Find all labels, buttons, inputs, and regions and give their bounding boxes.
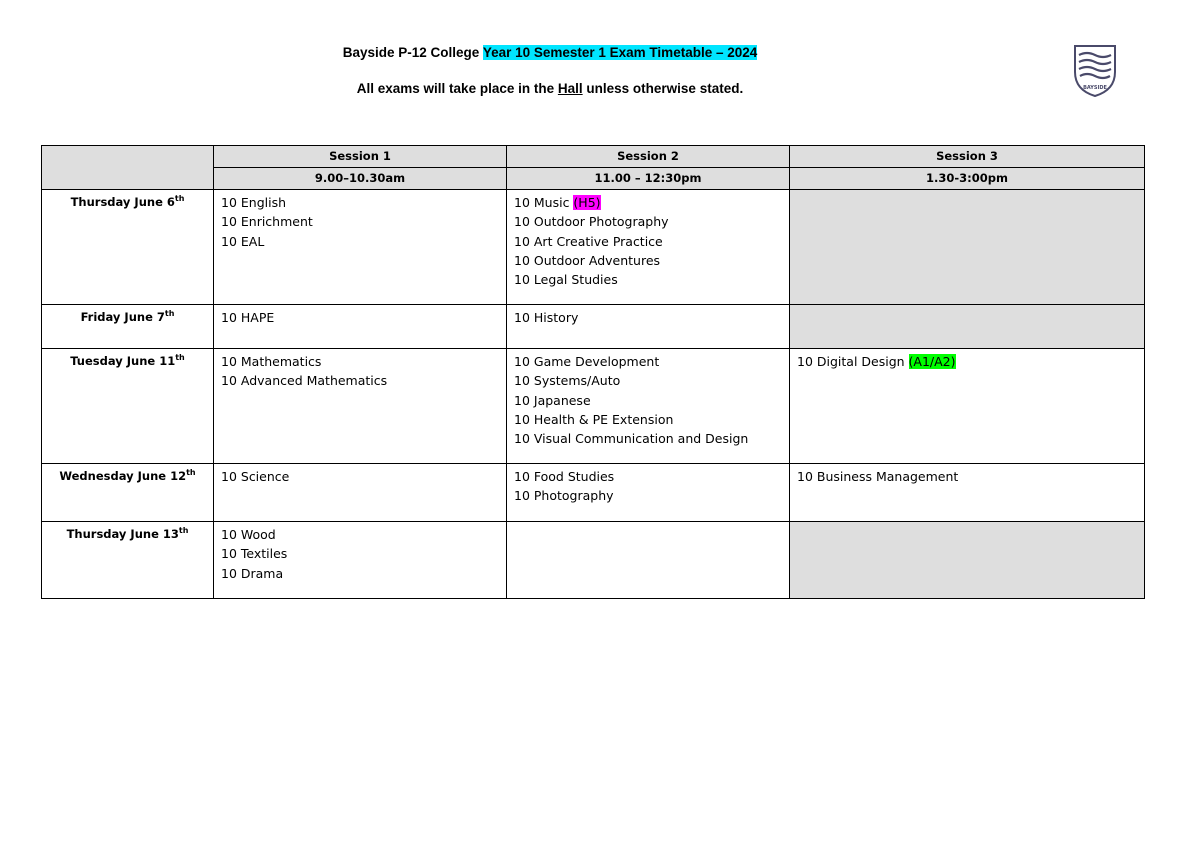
table-row [42, 464, 1145, 522]
session-2-cell [507, 464, 790, 522]
exam-item: 10 Music (H5) [514, 195, 601, 210]
session-3-cell-empty [790, 190, 1145, 305]
day-cell: Friday June 7th [42, 305, 214, 349]
exam-timetable [41, 145, 1145, 599]
exam-item: 10 Drama [221, 565, 284, 581]
exam-item: 10 Textiles [221, 546, 288, 562]
table-row [42, 190, 1145, 305]
exam-item: 10 Art Creative Practice [514, 233, 663, 249]
exam-item: 10 Visual Communication and Design [514, 431, 749, 447]
table-row [42, 522, 1145, 599]
exam-item: 10 Food Studies [514, 469, 615, 484]
session-3-cell-empty [790, 522, 1145, 599]
day-cell: Tuesday June 11th [42, 349, 214, 464]
exam-item: 10 Systems/Auto [514, 373, 621, 389]
page-title [0, 45, 1100, 60]
exam-item: 10 Business Management [797, 469, 959, 484]
note-post: unless otherwise stated. [586, 81, 744, 96]
session-1-cell [214, 190, 507, 305]
exam-item: 10 Outdoor Photography [514, 214, 669, 230]
exam-item: 10 Legal Studies [514, 272, 618, 288]
session-1-cell [214, 522, 507, 599]
exam-item: 10 Game Development [514, 354, 660, 369]
room-tag: (H5) [573, 195, 601, 210]
exam-item: 10 Photography [514, 488, 614, 504]
session-1-cell [214, 464, 507, 522]
exam-item: 10 Enrichment [221, 214, 313, 230]
session-name-row [42, 146, 1145, 168]
day-cell: Thursday June 6th [42, 190, 214, 305]
session-2-time: 11.00 – 12:30pm [507, 168, 790, 190]
exam-item: 10 Health & PE Extension [514, 411, 674, 427]
note-pre: All exams will take place in the [356, 81, 555, 96]
session-2-cell [507, 305, 790, 349]
logo-text: BAYSIDE [1083, 85, 1107, 91]
exam-item: 10 Science [221, 469, 290, 484]
session-1-cell [214, 305, 507, 349]
session-2-cell-empty [507, 522, 790, 599]
exam-item: 10 Wood [221, 527, 276, 542]
exam-item: 10 EAL [221, 233, 265, 249]
session-1-header: Session 1 [214, 146, 507, 168]
session-1-time: 9.00–10.30am [214, 168, 507, 190]
session-3-cell [790, 349, 1145, 464]
location-note [0, 81, 1100, 96]
session-3-header: Session 3 [790, 146, 1145, 168]
note-hall: Hall [557, 81, 583, 96]
school-name: Bayside P-12 College [342, 45, 480, 60]
exam-item: 10 History [514, 310, 579, 325]
session-3-time: 1.30-3:00pm [790, 168, 1145, 190]
session-3-cell [790, 464, 1145, 522]
table-row [42, 305, 1145, 349]
exam-item: 10 Digital Design (A1/A2) [797, 354, 956, 369]
corner-cell [42, 146, 214, 190]
bayside-crest-icon [1070, 42, 1120, 98]
exam-item: 10 HAPE [221, 310, 275, 325]
session-1-cell [214, 349, 507, 464]
session-3-cell-empty [790, 305, 1145, 349]
timetable-title-highlight: Year 10 Semester 1 Exam Timetable – 2024 [482, 45, 758, 60]
exam-item: 10 Outdoor Adventures [514, 252, 661, 268]
session-2-header: Session 2 [507, 146, 790, 168]
day-cell: Thursday June 13th [42, 522, 214, 599]
room-tag: (A1/A2) [908, 354, 956, 369]
session-2-cell [507, 190, 790, 305]
exam-item: 10 Japanese [514, 392, 591, 408]
exam-item: 10 English [221, 195, 287, 210]
table-row [42, 349, 1145, 464]
exam-item: 10 Advanced Mathematics [221, 373, 388, 389]
day-cell: Wednesday June 12th [42, 464, 214, 522]
session-2-cell [507, 349, 790, 464]
exam-item: 10 Mathematics [221, 354, 322, 369]
